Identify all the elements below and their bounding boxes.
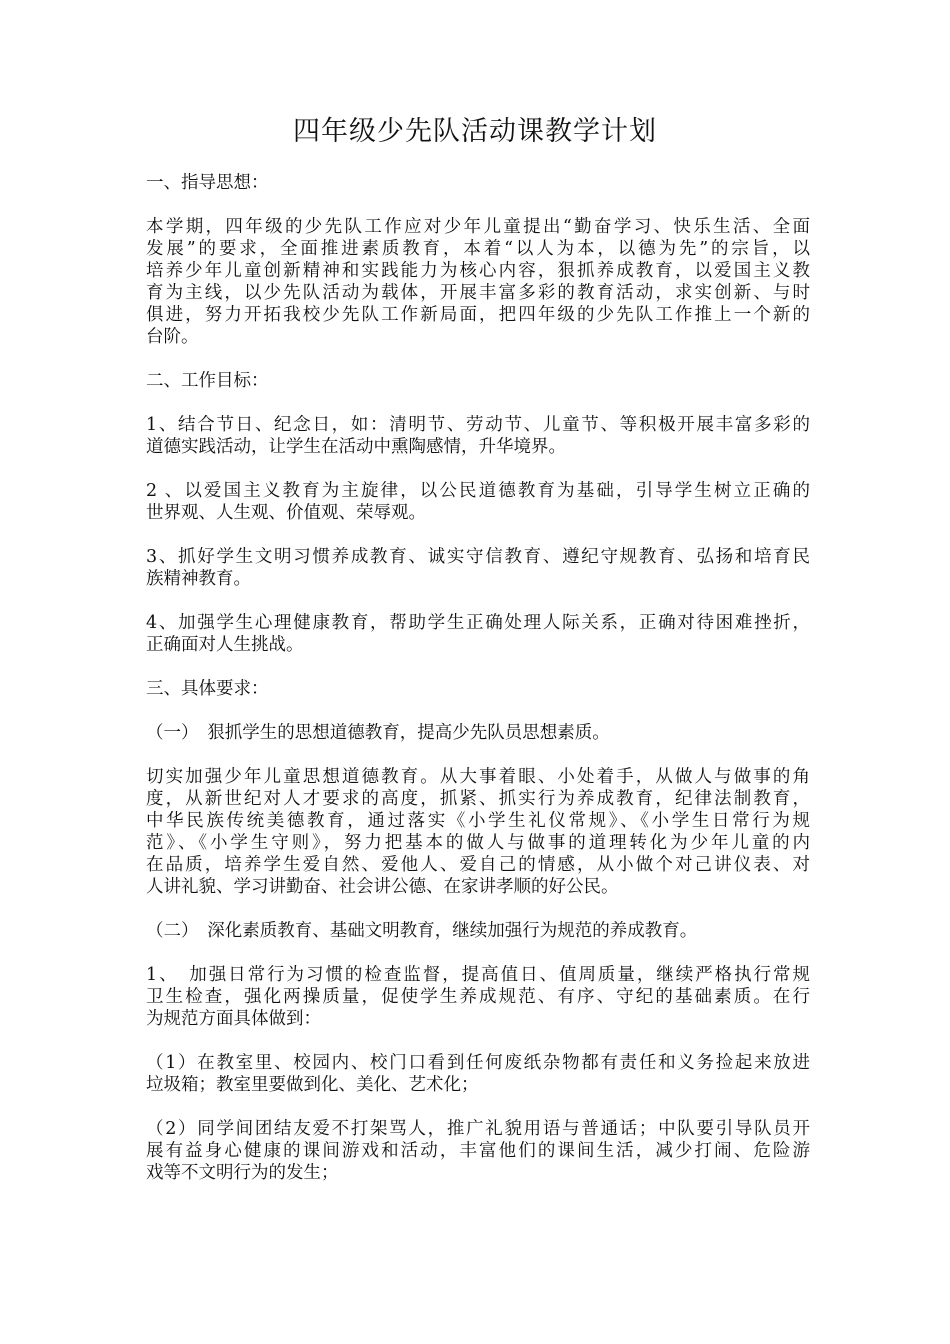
paragraph (146, 1118, 810, 1184)
text-line: 人讲礼貌、学习讲勤奋、社会讲公德、在家讲孝顺的好公民。 (146, 877, 619, 897)
text-line: 发展”的要求，全面推进素质教育，本着“以人为本，以德为先”的宗旨，以 (146, 239, 810, 259)
text-line: 展有益身心健康的课间游戏和活动，丰富他们的课间生活，减少打闹、危险游 (146, 1141, 810, 1161)
paragraph (146, 216, 810, 348)
text-line: （一） 狠抓学生的思想道德教育，提高少先队员思想素质。 (146, 723, 610, 743)
text-line: （2）同学间团结友爱不打架骂人，推广礼貌用语与普通话；中队要引导队员开 (146, 1119, 810, 1139)
text-line: 族精神教育。 (146, 569, 251, 589)
text-line: 世界观、人生观、价值观、荣辱观。 (146, 503, 426, 523)
paragraph (146, 766, 810, 898)
text-line: 度，从新世纪对人才要求的高度，抓紧、抓实行为养成教育，纪律法制教育， (146, 789, 810, 809)
text-line: 3、抓好学生文明习惯养成教育、诚实守信教育、遵纪守规教育、弘扬和培育民 (146, 547, 810, 567)
text-line: 育为主线，以少先队活动为载体，开展丰富多彩的教育活动，求实创新、与时 (146, 283, 810, 303)
text-line: 本学期，四年级的少先队工作应对少年儿童提出“勤奋学习、快乐生活、全面 (146, 217, 810, 237)
section-heading (146, 920, 810, 942)
text-line: 二、工作目标： (146, 371, 269, 391)
text-line: 中华民族传统美德教育，通过落实《小学生礼仪常规》、《小学生日常行为规 (146, 811, 810, 831)
text-line: 2 、以爱国主义教育为主旋律，以公民道德教育为基础，引导学生树立正确的 (146, 481, 810, 501)
document-title: 四年级少先队活动课教学计划 (293, 116, 657, 147)
paragraph (146, 480, 810, 524)
section-heading (146, 370, 810, 392)
text-line: 在品质，培养学生爱自然、爱他人、爱自己的情感，从小做个对己讲仪表、对 (146, 855, 810, 875)
text-line: 1、 加强日常行为习惯的检查监督，提高值日、值周质量，继续严格执行常规 (146, 965, 810, 985)
text-line: 1、结合节日、纪念日，如：清明节、劳动节、儿童节、等积极开展丰富多彩的 (146, 415, 810, 435)
text-line: 三、具体要求： (146, 679, 269, 699)
text-line: 戏等不文明行为的发生； (146, 1163, 339, 1183)
text-line: 垃圾箱；教室里要做到化、美化、艺术化； (146, 1075, 479, 1095)
text-line: 卫生检查，强化两操质量，促使学生养成规范、有序、守纪的基础素质。在行 (146, 987, 810, 1007)
text-line: 台阶。 (146, 327, 199, 347)
text-line: （二） 深化素质教育、基础文明教育，继续加强行为规范的养成教育。 (146, 921, 698, 941)
text-line: 培养少年儿童创新精神和实践能力为核心内容，狠抓养成教育，以爱国主义教 (146, 261, 810, 281)
paragraph (146, 546, 810, 590)
text-line: 俱进，努力开拓我校少先队工作新局面，把四年级的少先队工作推上一个新的 (146, 305, 810, 325)
text-line: 4、加强学生心理健康教育，帮助学生正确处理人际关系，正确对待困难挫折， (146, 613, 810, 633)
text-line: 为规范方面具体做到： (146, 1009, 321, 1029)
paragraph (146, 964, 810, 1030)
section-heading (146, 172, 810, 194)
paragraph (146, 414, 810, 458)
paragraph (146, 612, 810, 656)
section-heading (146, 722, 810, 744)
text-line: 一、指导思想： (146, 173, 269, 193)
section-heading (146, 678, 810, 700)
text-line: 切实加强少年儿童思想道德教育。从大事着眼、小处着手，从做人与做事的角 (146, 767, 810, 787)
text-line: 道德实践活动，让学生在活动中熏陶感情，升华境界。 (146, 437, 566, 457)
document-body (146, 172, 810, 1206)
paragraph (146, 1052, 810, 1096)
text-line: （1）在教室里、校园内、校门口看到任何废纸杂物都有责任和义务捡起来放进 (146, 1053, 810, 1073)
text-line: 正确面对人生挑战。 (146, 635, 304, 655)
text-line: 范》、《小学生守则》，努力把基本的做人与做事的道理转化为少年儿童的内 (146, 833, 810, 853)
